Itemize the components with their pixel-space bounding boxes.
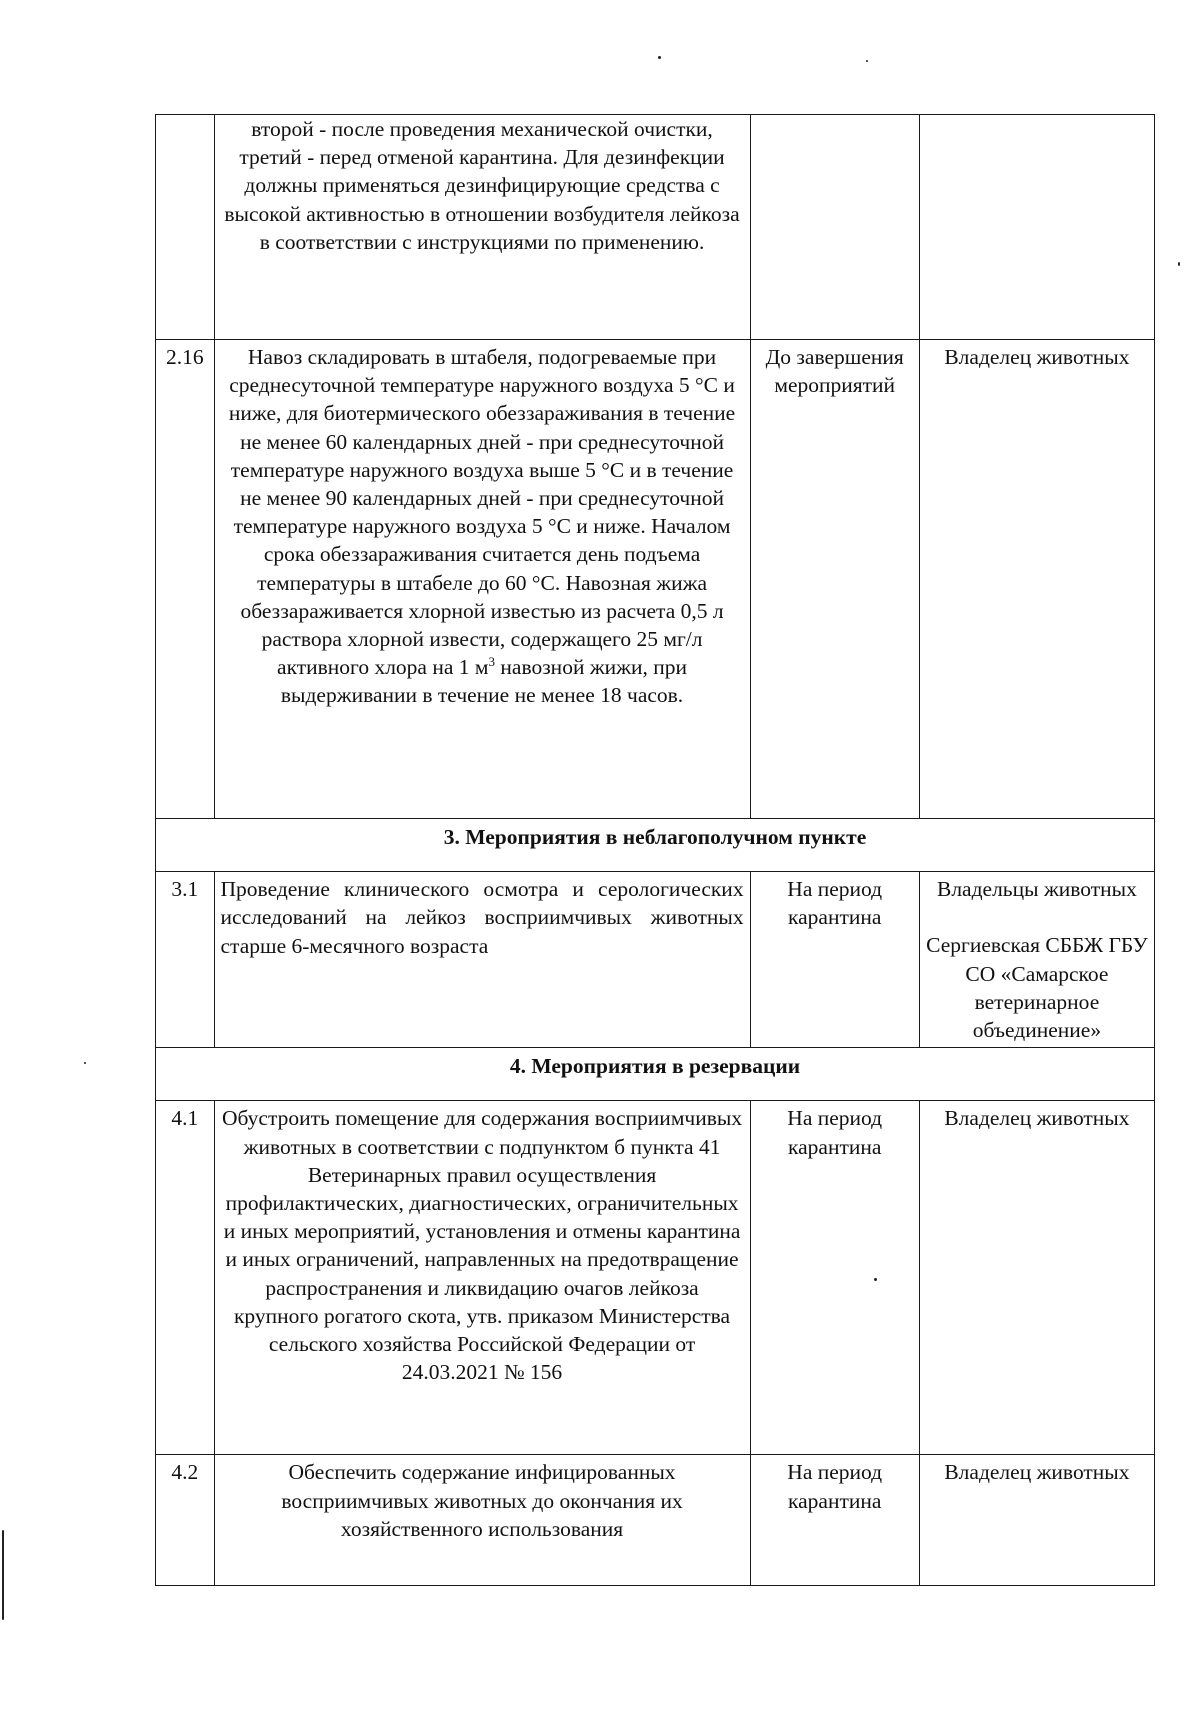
table-row [156,872,1155,1048]
measure-description [214,340,750,819]
row-number: 2.16 [156,340,215,819]
responsible-vet-service: Сергиевская СББЖ ГБУ СО «Самарское ветеринарное объединение» [926,933,1148,1043]
measure-term: На период карантина [750,1455,919,1586]
scan-speck [874,1278,877,1281]
scan-speck [1178,262,1180,266]
measure-responsible: Владелец животных [919,1455,1154,1586]
measure-description: Проведение клинического осмотра и серологических исследований на лейкоз восприимчивых животных старше 6-месячного возраста [214,872,750,1048]
description-text: Навоз складировать в штабеля, подогреваемые при среднесуточной температуре наружного воздуха 5 °С и ниже, для биотермического обеззараживания в течение не менее 60 календарных дней - при среднесуточной температуре наружного воздуха выше 5 °С и в течение не менее 90 календарных дней - при среднесуточной температуре наружного воздуха 5 °С и ниже. Началом срока обеззараживания считается день подъема температуры в штабеле до 60 °С. Навозная жижа обеззараживается хлорной известью из расчета 0,5 л раствора хлорной извести, содержащего 25 мг/л активного хлора на 1 м [228,345,736,680]
measure-description: Обустроить помещение для содержания восприимчивых животных в соответствии с подпунктом б пункта 41 Ветеринарных правил осуществления профилактических, диагностических, ограничительных и иных мероприятий, установления и отмены карантина и иных ограничений, направленных на предотвращение распространения и ликвидацию очагов лейкоза крупного рогатого скота, утв. приказом Министерства сельского хозяйства Российской Федерации от 24.03.2021 № 156 [214,1101,750,1455]
scan-speck [84,1062,86,1064]
measure-description: Обеспечить содержание инфицированных восприимчивых животных до окончания их хозяйственного использования [214,1455,750,1586]
scan-speck [658,56,661,59]
measure-responsible [919,115,1154,340]
measure-term [750,115,919,340]
responsible-owner: Владельцы животных [936,877,1137,902]
table-row [156,115,1155,340]
table-row [156,340,1155,819]
table-row [156,1455,1155,1586]
measure-term: До завершения мероприятий [750,340,919,819]
section-title: 3. Мероприятия в неблагополучном пункте [156,819,1155,872]
scan-speck [866,60,868,62]
section-header [156,819,1155,872]
measures-table [155,114,1155,1586]
row-number: 4.2 [156,1455,215,1586]
measure-responsible [919,872,1154,1048]
table-row [156,1101,1155,1455]
row-number: 4.1 [156,1101,215,1455]
row-number [156,115,215,340]
description-text: навозной жижи, при выдерживании в течение не менее 18 часов. [280,655,688,708]
section-header [156,1048,1155,1101]
row-number: 3.1 [156,872,215,1048]
measure-term: На период карантина [750,872,919,1048]
section-title: 4. Мероприятия в резервации [156,1048,1155,1101]
measure-description: второй - после проведения механической очистки, третий - перед отменой карантина. Для дезинфекции должны применяться дезинфицирующие средства с высокой активностью в отношении возбудителя лейкоза в соответствии с инструкциями по применению. [214,115,750,340]
measure-responsible: Владелец животных [919,340,1154,819]
measure-term: На период карантина [750,1101,919,1455]
superscript: 3 [488,654,496,670]
measure-responsible: Владелец животных [919,1101,1154,1455]
scan-speck [2,1530,4,1620]
